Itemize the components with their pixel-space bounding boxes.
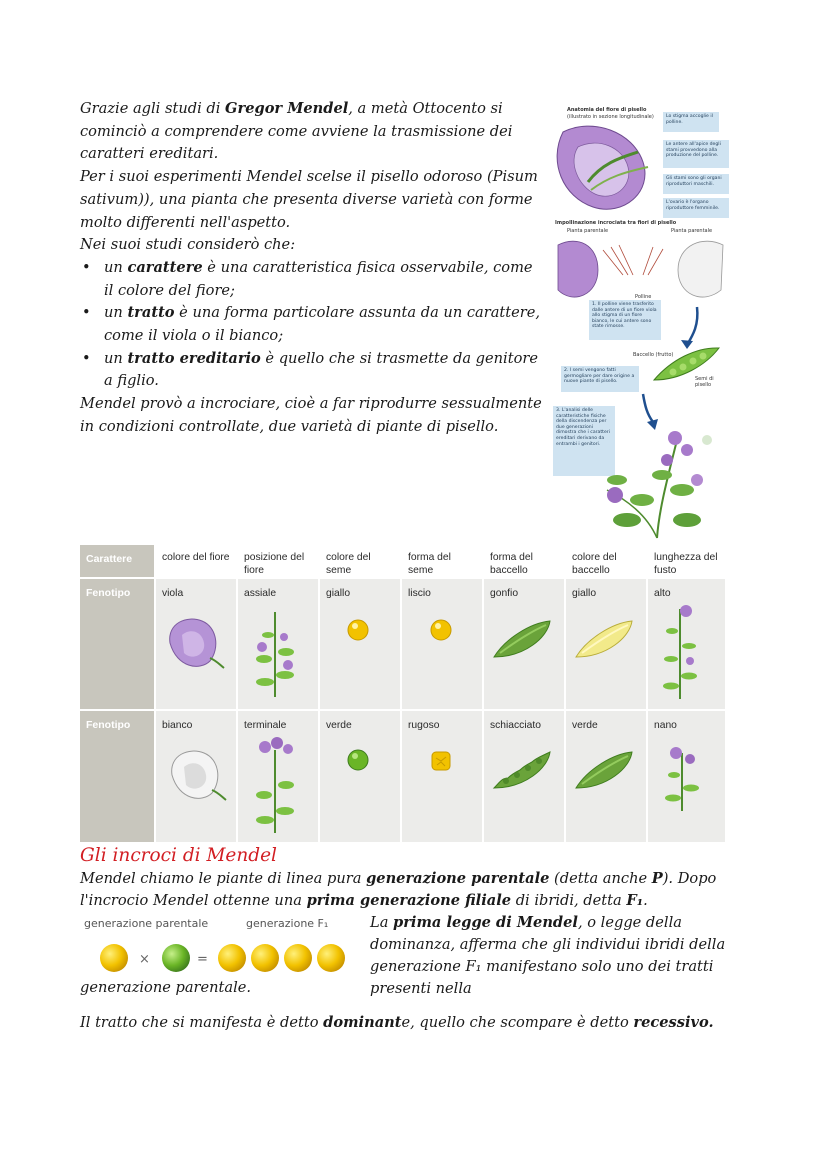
smooth-seed-image: [429, 618, 453, 642]
wrinkled-seed-image: [429, 749, 453, 773]
green-pod-image: [572, 748, 636, 792]
phenotype-label: giallo: [572, 588, 597, 599]
pea-plant-illustration: [587, 420, 731, 540]
label-baccello: Baccello (frutto): [633, 352, 674, 358]
phenotype-label: assiale: [244, 588, 277, 599]
label-stigma: Lo stigma accoglie il polline.: [663, 112, 719, 132]
list-item: • un tratto ereditario è quello che si trasmette da genitore a figlio.: [104, 348, 545, 393]
phenotype-label: schiacciato: [490, 720, 541, 731]
table-column-header: [648, 545, 725, 577]
figure-title-pollination: Impollinazione incrociata tra fiori di pisello: [555, 220, 677, 226]
tall-plant-image: [660, 601, 700, 701]
section-paragraph-1: Mendel chiamo le piante di linea pura generazione parentale (detta anche P). Dopo l'incrocio Mendel ottenne una prima generazione filiale di ibridi, detta F₁.: [80, 870, 717, 909]
column-header-label: forma del baccello: [490, 552, 533, 576]
dwarf-plant-image: [662, 743, 702, 813]
terminal-plant-image: [250, 735, 300, 835]
white-flower-image: [164, 745, 228, 805]
table-column-header: [402, 545, 482, 577]
axial-plant-image: [250, 607, 300, 699]
column-header-label: forma del seme: [408, 552, 451, 576]
phenotype-label: rugoso: [408, 720, 440, 731]
label-parent-right: Pianta parentale: [671, 228, 713, 234]
phenotype-label: bianco: [162, 720, 193, 731]
label-generazione-f1: generazione F₁: [246, 917, 329, 930]
table-cell: [320, 711, 400, 842]
yellow-pea-parent: [100, 944, 128, 972]
definitions-list: [80, 257, 545, 393]
phenotype-label: nano: [654, 720, 677, 731]
phenotype-label: viola: [162, 588, 184, 599]
label-generazione-parentale: generazione parentale: [84, 917, 209, 930]
column-header-label: lunghezza del fusto: [654, 552, 718, 576]
figure-title-anatomy: Anatomia del fiore di pisello: [567, 107, 647, 113]
constricted-pod-image: [490, 748, 554, 792]
label-stami: Gli stami sono gli organi riproduttori maschili.: [663, 174, 729, 194]
dominance-cross-diagram: [96, 941, 352, 975]
row-label-1: Fenotipo: [80, 579, 154, 709]
table-cell: [320, 579, 400, 709]
yellow-pod-image: [572, 617, 636, 661]
table-column-header: [566, 545, 646, 577]
label-ovario: L'ovario è l'organo riproduttore femminile.: [663, 198, 729, 218]
flower-section-illustration: [553, 122, 661, 217]
dominant-recessive-paragraph: Il tratto che si manifesta è detto dominante, quello che scompare è detto recessivo.: [80, 1014, 714, 1031]
label-semi: Semi di pisello: [695, 376, 714, 388]
phenotype-label: alto: [654, 588, 671, 599]
mendel-name: Gregor Mendel: [225, 100, 349, 117]
column-header-label: colore del baccello: [572, 552, 617, 576]
section-title: Gli incroci di Mendel: [80, 845, 277, 866]
equals-sign: =: [197, 952, 208, 967]
phenotype-label: verde: [326, 720, 352, 731]
phenotype-table: [80, 545, 725, 842]
figure-subtitle-anatomy: (illustrato in sezione longitudinale): [567, 114, 654, 120]
table-column-header: [320, 545, 400, 577]
yellow-seed-image: [346, 618, 370, 642]
first-law-paragraph: La prima legge di Mendel, o legge della dominanza, afferma che gli individui ibridi della generazione F₁ manifestano solo uno dei tratti presenti nella: [370, 914, 726, 997]
yellow-pea-f1: [218, 944, 246, 972]
phenotype-label: verde: [572, 720, 598, 731]
step-3-box: 3. L'analisi delle caratteristiche fisiche della discendenza per due generazioni dimostra che i caratteri ereditari derivano da entrambi i genitori.: [553, 406, 615, 476]
intro-paragraph-2: Per i suoi esperimenti Mendel scelse il pisello odoroso (Pisum sativum)), una pianta che presenta diverse varietà con forme molto differenti nell'aspetto.: [80, 168, 538, 231]
phenotype-label: giallo: [326, 588, 351, 599]
row-label-2: Fenotipo: [80, 711, 154, 842]
green-pea-parent: [162, 944, 190, 972]
intro-paragraph-3: Nei suoi studi considerò che:: [80, 236, 296, 254]
table-column-header: [156, 545, 236, 577]
yellow-pea-f1: [251, 944, 279, 972]
column-header-label: colore del seme: [326, 552, 371, 576]
list-item: • un tratto è una forma particolare assunta da un carattere, come il viola o il bianco;: [104, 302, 545, 347]
list-item: • un carattere è una caratteristica fisica osservabile, come il colore del fiore;: [104, 257, 545, 302]
yellow-pea-f1: [317, 944, 345, 972]
arrow-down-icon: [679, 305, 709, 350]
label-antere: Le antere all'apice degli stami provvedono alla produzione del polline.: [663, 140, 729, 168]
violet-flower-image: [162, 613, 226, 673]
pea-flower-figure: [553, 100, 731, 540]
table-column-header: [238, 545, 318, 577]
intro-paragraph-1: Grazie agli studi di Gregor Mendel, a metà Ottocento si cominciò a comprendere come avviene la trasmissione dei caratteri ereditari.: [80, 100, 513, 163]
column-header-label: posizione del fiore: [244, 552, 305, 576]
phenotype-label: liscio: [408, 588, 431, 599]
green-seed-image: [346, 748, 370, 772]
table-column-header: [484, 545, 564, 577]
inflated-pod-image: [490, 617, 554, 661]
table-cell: [402, 711, 482, 842]
label-parent-left: Pianta parentale: [567, 228, 609, 234]
intro-text: [80, 98, 545, 439]
step-1-box: 1. Il polline viene trasferito dalle antere di un fiore viola allo stigma di un fiore bianco, le cui antere sono state rimosse.: [589, 300, 661, 340]
first-law-continuation: generazione parentale.: [80, 979, 252, 996]
yellow-pea-f1: [284, 944, 312, 972]
phenotype-label: terminale: [244, 720, 287, 731]
intro-paragraph-4: Mendel provò a incrociare, cioè a far riprodurre sessualmente in condizioni controllate, due varietà di piante di pisello.: [80, 395, 542, 435]
label-polline: Polline: [635, 294, 652, 300]
table-header-cell: Carattere: [80, 545, 154, 577]
column-header-label: colore del fiore: [162, 552, 230, 563]
phenotype-label: gonfio: [490, 588, 519, 599]
step-2-box: 2. I semi vengono fatti germogliare per dare origine a nuove piante di pisello.: [561, 366, 639, 392]
times-sign: ×: [139, 952, 150, 967]
table-cell: [402, 579, 482, 709]
